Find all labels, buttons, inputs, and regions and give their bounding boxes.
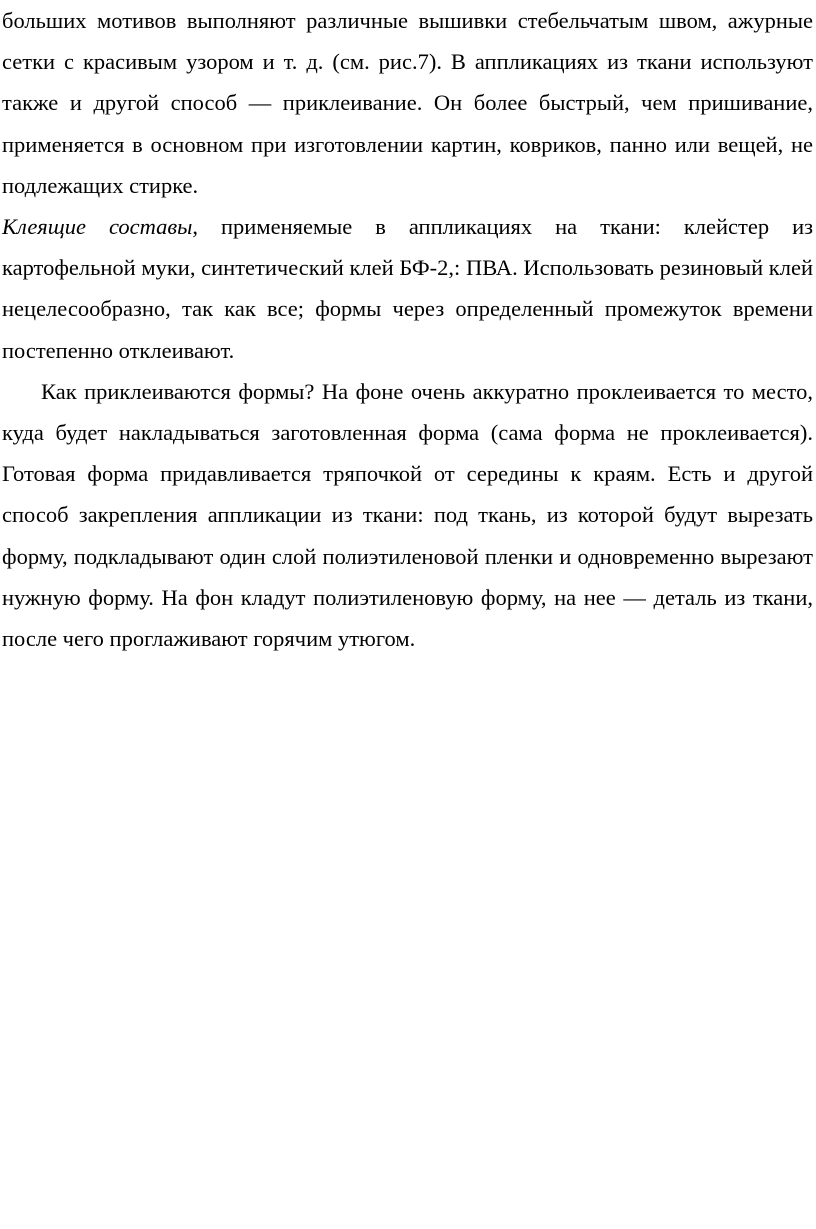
paragraph-1 [2, 0, 813, 206]
paragraph-1-text: больших мотивов выполняют различные вышивки стебельчатым швом, ажурные сетки с красивым узором и т. д. (см. рис.7). В аппликациях из ткани используют также и другой способ — приклеивание. Он более быстрый, чем пришивание, применяется в основном при изготовлении картин, ковриков, панно или вещей, не подлежащих стирке. [2, 8, 813, 198]
paragraph-2-text: , применяемые в аппликациях на ткани: клейстер из картофельной муки, синтетический клей БФ-2,: ПВА. Использовать резиновый клей нецелесообразно, так как все; формы через определенный промежуток времени постепенно отклеивают. [2, 214, 813, 363]
paragraph-2 [2, 206, 813, 371]
paragraph-3 [2, 371, 813, 659]
paragraph-3-text: Как приклеиваются формы? На фоне очень аккуратно проклеивается то место, куда будет накладываться заготовленная форма (сама форма не проклеивается). Готовая форма придавливается тряпочкой от середины к краям. Есть и другой способ закрепления аппликации из ткани: под ткань, из которой будут вырезать форму, подкладывают один слой полиэтиленовой пленки и одновременно вырезают нужную форму. На фон кладут полиэтиленовую форму, на нее — деталь из ткани, после чего проглаживают горячим утюгом. [2, 378, 813, 652]
paragraph-2-italic-term: Клеящие составы [2, 214, 193, 240]
